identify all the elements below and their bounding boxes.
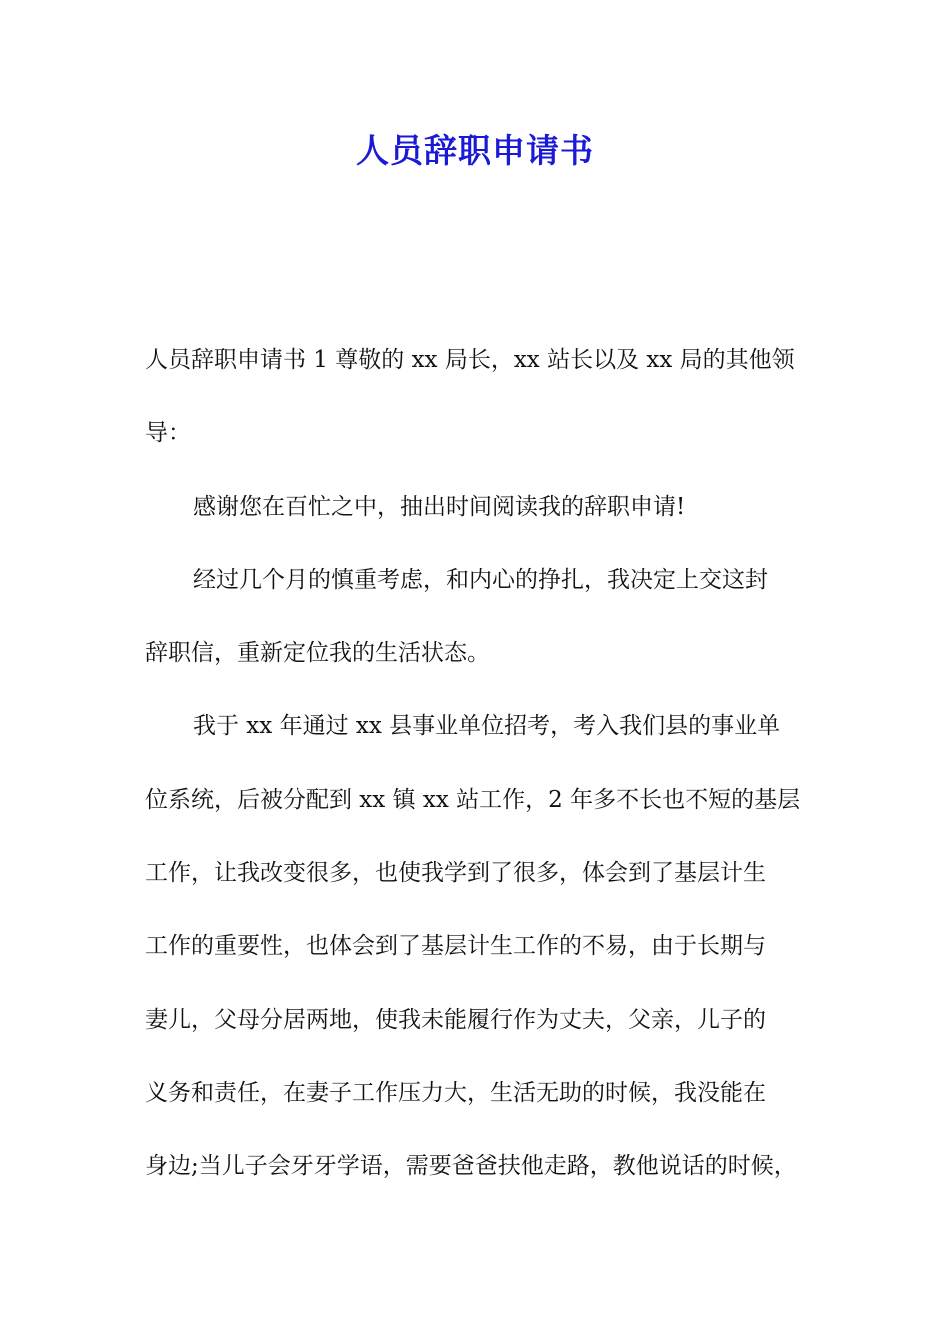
body-line-1: 人员辞职申请书 1 尊敬的 xx 局长，xx 站长以及 xx 局的其他领 (145, 347, 795, 373)
body-line-12: 身边;当儿子会牙牙学语，需要爸爸扶他走路，教他说话的时候， (145, 1153, 797, 1180)
body-line-5: 辞职信，重新定位我的生活状态。 (145, 640, 490, 667)
document-body (145, 324, 809, 1204)
body-line-8: 工作，让我改变很多，也使我学到了很多，体会到了基层计生 (145, 860, 766, 887)
body-line-6: 我于 xx 年通过 xx 县事业单位招考，考入我们县的事业单 (193, 713, 781, 740)
body-line-3: 感谢您在百忙之中，抽出时间阅读我的辞职申请! (193, 493, 686, 520)
body-line-7: 位系统，后被分配到 xx 镇 xx 站工作，2 年多不长也不短的基层 (145, 786, 801, 813)
body-line-10: 妻儿，父母分居两地，使我未能履行作为丈夫，父亲，儿子的 (145, 1006, 766, 1033)
document-title: 人员辞职申请书 (356, 131, 594, 170)
body-line-11: 义务和责任，在妻子工作压力大，生活无助的时候，我没能在 (145, 1079, 766, 1106)
body-line-4: 经过几个月的慎重考虑，和内心的挣扎，我决定上交这封 (193, 566, 768, 593)
body-line-2: 导： (145, 420, 191, 447)
body-line-9: 工作的重要性，也体会到了基层计生工作的不易，由于长期与 (145, 933, 766, 960)
